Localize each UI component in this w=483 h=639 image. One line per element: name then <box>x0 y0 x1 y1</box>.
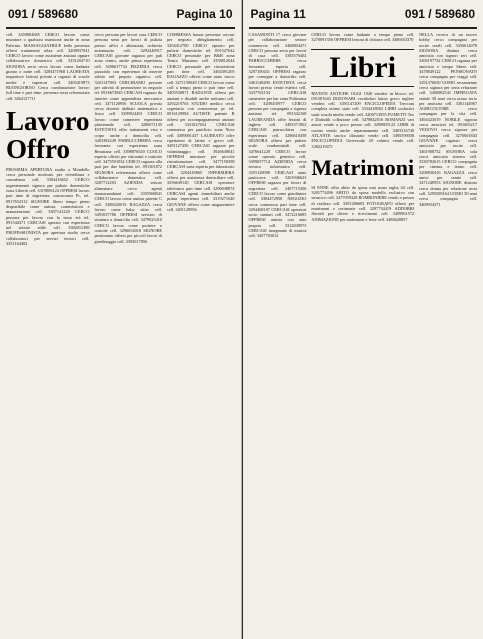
left-column-3 <box>167 32 235 635</box>
classified-text: PROSSIMA APERTURA studio a Mondello cerca personale motivato per rivenditura e consulenza cell. 3394416652 CERCO urgentemente signora per pulizie domestiche zona Libertà cell. 3319006124 OFFRESI lavoro part time di segreteria, conoscenza Pc, tel. 0917652312 SIGNORE libero tempo pieno disponibile come autista, commissioni e manutenzione cell. 3387141229 CERCO persona per lavoro con la terza età tel. 091544371 CERCASI operaio con esperienza nel settore edile cell. 3382011498 PROFESSIONISTA per apertura studio cerca collaboratori per servizi tecnici cell. 3351164402 <box>6 166 90 247</box>
right-column-1 <box>249 32 307 635</box>
left-columns <box>6 32 235 635</box>
classified-text: RIVISTE ANTICHE OGGI 1940 vendesi in blocco tel. 091581643 DIZIONARI vocabolari latino greco inglese vendesi cell. 3391147209 ENCICLOPEDIA Treccani completa ottimo stato cell. 3334418802 LIBRI scolastici usati scuola media vendo cell. 3206713955 FUMETTI Tex e Diabolik collezione cell. 3478842016 ROMANZI vari autori vendo a poco prezzo cell. 3298805122 LIBRI di cucina vendo anche separatamente cell. 3403316740 ATLANTE storico illustrato vendo cell. 3495590038 ENCICLOPEDIA Universale 20 volumi vendo cell. 3382219471 <box>311 90 415 149</box>
classified-text: SI ENNE offro abito da sposa mai usato taglia 44 cell. 3201774496 ABITO da sposa modello esclusivo con strascico cell. 3477059328 BOMBONIERE vendo a prezzo di realizzo cell. 3391286605 FOTOGRAFO offresi per matrimoni e cerimonie cell. 3297734419 ADDOBBI floreali per chiese e ricevimenti cell. 3409961572 ANIMAZIONE per matrimoni e feste cell. 3486620837 <box>311 184 415 222</box>
classified-text: cell. 3459804685 CERCO lavoro come muratore o qualsiasi mansione anche in zona Palermo. MASSAGGIATRICE bella presenza offresi trattamenti relax cell. 3208837041 CERCO lavoro come assistente anziani oppure collaboratrice domestica cell. 3331204710 SIGNORA seria cerca lavoro come badante giorno o notte cell. 3283471968 LAUREATA impartisce lezioni private a ragazzi di scuole medie e superiori cell. 3405419873 BUONGIORNO Cerca combinazione lavoro full time e part time, presenza seria referenziata cell. 3464127711 <box>6 32 90 101</box>
right-page <box>243 0 483 639</box>
section-title-matrimoni: Matrimoni <box>311 154 415 180</box>
classified-text: CASAMONTI 17 cerca giovane per collaborazione settore commercio cell. 3468804471 CERCO persona seria per lavori di casa cell. 3385576402 PARRUCCHIERE cerca lavorante esperta cell. 3297100431 OFFRESI ragazzo per consegne a domicilio cell. 3461148290 ESTETISTA cerca lavoro presso centri estetici cell. 3337702154 CERCASI cameriere per bar zona Politeama cell. 3208410977 CERCO persona per compagnia a signora anziana tel. 091342168 LAUREANDA offre lezioni di inglese cell. 3493371802 CERCASI parrucchiera con esperienza cell. 3286610458 SIGNORA offresi per pulizie scale condominiali cell. 3476641228 CERCO lavoro come operaio generico cell. 3399057714 AZIENDA cerca tecnico informatico cell. 3355128090 CERCASI aiuto pasticcere cell. 3201946623 OFFRESI ragazza per lavori di segreteria cell. 3407715306 CERCO lavoro come giardiniere cell. 3384472958 NEGOZIO cerca commessa part time cell. 3294468107 CERCASI operatori socio sanitari cell. 3472216685 OFFRESI autista con auto propria cell. 3312049973 CERCASI insegnante di musica cell. 3457783012 <box>248 32 307 239</box>
right-columns <box>249 32 478 635</box>
left-page-phone: 091 / 589680 <box>8 6 79 21</box>
left-column-2 <box>95 32 163 635</box>
section-title-lavoro-offro: Lavoro Offro <box>6 105 90 164</box>
left-column-1 <box>6 32 90 635</box>
classified-text: CERCO lavoro come badante a tempo pieno cell. 3270091356 OFFRESI lezioni di chitarra cell. 3486653370 <box>311 32 415 43</box>
left-header-rule <box>6 27 235 29</box>
classified-text: NELLA ricerca di un nuovo hobby cerco compagnia per uscite serali cell. 3356614078 SIGNORA distinta cerca amicizia con signori seri cell. 3206197734 CERCO ragazza per amicizia e tempo libero cell. 3478849122 PENSIONATO cerca compagna per viaggi cell. 3291376650 UOMO sessantenne cerca signora per seria relazione cell. 3400082541 IMPIEGATA statale 38 anni cerca uomo serio per amicizia cell. 3381144967 AGRICOLTORE cerca compagna per la vita cell. 3494423019 NOBILE signora cerca amicizia tel. 091603217 VEDOVO cerca signora per compagnia cell. 3276601843 GIOVANE ragazzo cerca amicizia per uscite cell. 3461908752 SIGNORA sola cerca amicizia sincera cell. 3330782615 CERCO compagnia per cinema e teatro cell. 3208830416 RAGAZZA cerca amici per serate cell. 3471240953 SIGNORE distinto cerca donna per relazione seria cell. 3295508164 UOMO 50 anni cerca compagna cell. 3409954371 <box>419 32 477 207</box>
right-header-rule <box>249 27 478 29</box>
section-title-libri: Libri <box>311 49 414 87</box>
right-column-3 <box>419 32 477 635</box>
right-page-number: Pagina 11 <box>250 6 306 21</box>
left-page-header <box>0 0 241 27</box>
left-page-number: Pagina 10 <box>176 6 233 21</box>
right-page-header <box>243 0 483 27</box>
right-page-phone: 091 / 589680 <box>404 6 475 21</box>
right-column-2 <box>311 32 414 635</box>
classified-text: COMMESSA buona presenza cercasi per negozio abbigliamento cell. 3204412780 CERCO operaio per pulizie domestiche tel. 091527642 CERCO personale per B&B zona Teatro Massimo cell. 3358812044 CERCO personale per ristorazione part time cell. 3463391205 RAGAZZO offresi come aiuto cuoco cell. 3271158849 CERCO lavoro come colf a tempo pieno o part time cell. 3405530871 BADANTE offresi per anziani e disabili anche notturno cell. 3292219763 STUDIO medico cerca segretaria con conoscenza pc tel. 0916129984 AUTISTE patente B offresi per accompagnamento anziani cell. 3331027654 CERCASI commessa per panificio zona Noce cell. 3389001437 LAUREATO offre ripetizioni di latino e greco cell. 3481127450 CERCASI ragazze per volantinaggio cell. 3926630041 OFFRESI muratore per piccole ristrutturazioni cell. 3477150398 CERCASI sarta esperta per laboratorio cell. 3204418865 INFERMIERA offresi per assistenza domiciliare cell. 3356649120 CERCASI operatore telefonico part time cell. 3290038874 CERCASI agenti immobiliari anche prima esperienza cell. 3319271640 GIOVANE offresi come magazziniere cell. 3401128956 <box>167 32 235 212</box>
classified-text: cerco persona per lavori casa CERCO persona seria per lavori di pulizia presso uffici e abitazioni, richiesta automunita cell. 3292240917 CERCASI giovane ragazza per pub zona centro, anche prima esperienza cell. 3496617734 PIZZERIA cerca pizzaiolo con esperienza da inserire subito nel proprio organico cell. 3201147983 CERCHIAMO persone per attività di promozione in negozio tel. 0916673845 CERCASI ragazzo da inserire come apprendista meccanico cell. 3471120956 SCUOLA privata cerca docenti abilitati matematica e fisica cell. 3389924401 CERCO lavoro come cameriere esperienza pluriennale cell. 3280071135 ESTETISTA offro trattamenti viso e corpo anche a domicilio cell. 3403382249 PARRUCCHIERA cerca lavorante con esperienza zona Resuttana cell. 3398876520 CUOCO esperto offresi per ristoranti e trattorie cell. 3475591034 CERCO ragazza alla pari per due bambini tel. 091301872 SIGNORA referenziata offresi come collaboratrice domestica cell. 3287712203 AZIENDA settore alimentare cerca agenti monomandatari cell. 3355568841 CERCO lavoro come autista patente C cell. 3388420019 RAGAZZA cerca lavoro come baby sitter cell. 3491037786 OFFRESI servizio di stiratura a domicilio cell. 3479923410 CERCO lavoro come portiere o custode cell. 3296654018 SIGNORE pensionato offresi per piccoli lavori di giardinaggio cell. 3393017856 <box>94 32 163 244</box>
